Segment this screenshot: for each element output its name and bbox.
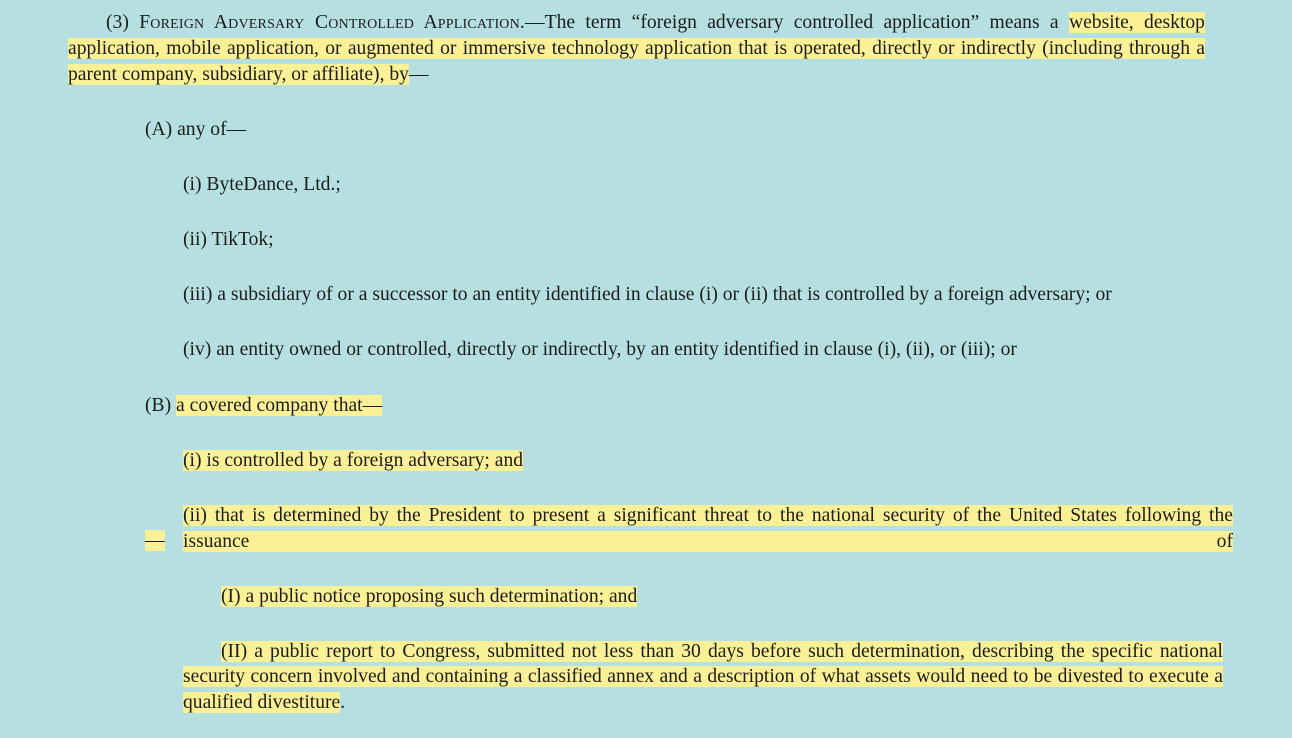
subparagraph-a-label: (A) any of— [145, 119, 247, 140]
subparagraph-a [145, 117, 246, 143]
clause-a-iii [183, 282, 1112, 308]
clause-a-i [183, 172, 341, 198]
clause-a-iv [183, 337, 1017, 363]
subclause-b-ii-II [183, 639, 1223, 715]
clause-a-iv-text: (iv) an entity owned or controlled, directly or indirectly, by an entity identified in clause (i), (ii), or (iii); or [183, 339, 1017, 360]
clause-b-i-text: (i) is controlled by a foreign adversary; and [183, 450, 524, 471]
clause-b-ii [183, 503, 1233, 554]
subclause-b-ii-I [221, 584, 637, 610]
clause-a-ii [183, 227, 274, 253]
clause-a-i-text: (i) ByteDance, Ltd.; [183, 174, 341, 195]
clause-b-ii-text: (ii) that is determined by the President to present a significant threat to the national security of the United States following the issuance of [183, 505, 1233, 552]
clause-a-ii-text: (ii) TikTok; [183, 229, 274, 250]
subparagraph-b [145, 393, 382, 419]
subclause-b-ii-II-text: (II) a public report to Congress, submitted not less than 30 days before such determination, describing the specific national security concern involved and containing a classified annex and a description of what assets would need to be divested to execute a qualified divestiture [183, 641, 1223, 713]
clause-b-ii-dash: — [145, 530, 165, 551]
subclause-b-ii-II-period: . [340, 691, 346, 713]
intro-tail-dash: — [408, 63, 429, 85]
subclause-b-ii-I-text: (I) a public notice proposing such determination; and [221, 586, 638, 607]
subparagraph-b-marker: (B) [145, 395, 172, 416]
section-intro-text: The term “foreign adversary controlled application” means a [544, 12, 1069, 33]
clause-b-ii-continuation [145, 528, 165, 554]
highlighted-definition-text: website, desktop application, mobile application, or augmented or immersive technology application that is operated, directly or indirectly (including through a parent company, subsidiary, or affiliate), by [68, 12, 1205, 85]
subparagraph-b-label: a covered company that— [176, 395, 383, 416]
section-number: (3) [106, 12, 129, 33]
section-heading: Foreign Adversary Controlled Application. [139, 12, 526, 33]
heading-dash: — [525, 12, 545, 33]
clause-a-iii-text: (iii) a subsidiary of or a successor to an entity identified in clause (i) or (ii) that is controlled by a foreign adversary; or [183, 284, 1112, 305]
clause-b-i [183, 448, 523, 474]
section-3-paragraph [68, 10, 1205, 87]
